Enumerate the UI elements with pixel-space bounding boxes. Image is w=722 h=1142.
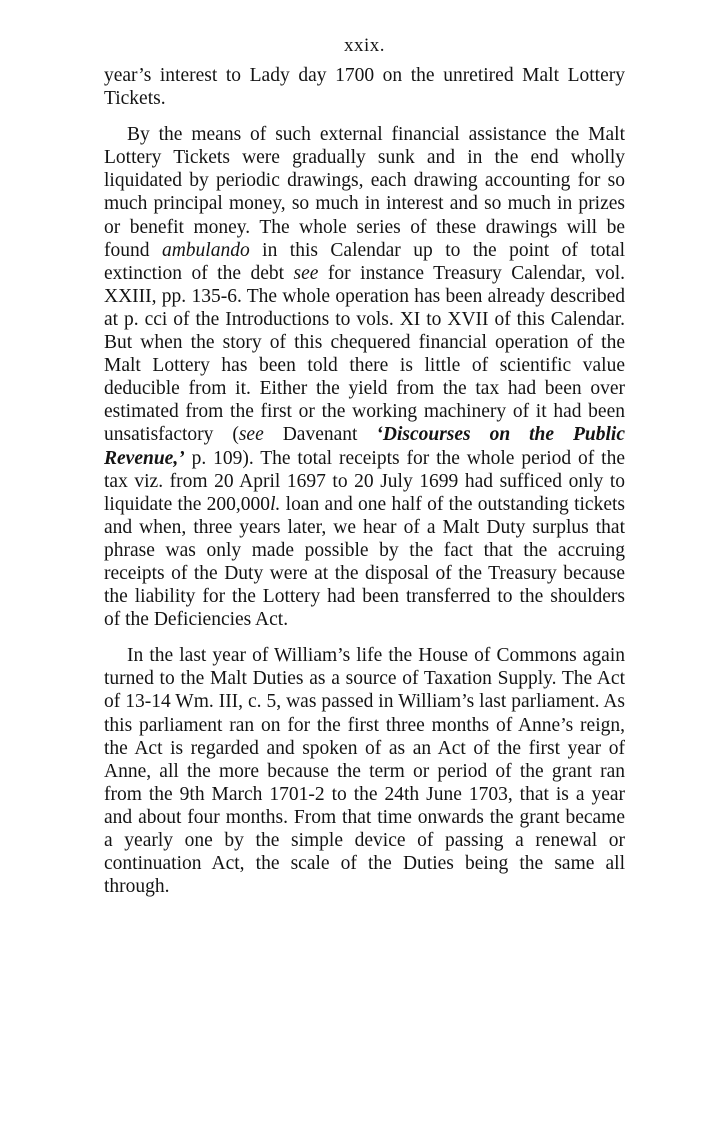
page-number: xxix.: [343, 35, 386, 56]
text-segment: In the last year of William’s life the House of Commons again turned to the Malt Duties as a source of Taxation Supply. The Act of 13-14 Wm. III, c. 5, was passed in William’s last parliament. As this parliament ran on for the first three months of Anne’s reign, the Act is regarded and spoken of as an Act of the first year of Anne, all the more because the term or period of the grant ran from the 9th March 1701-2 to the 24th June 1703, that is a year and about four months. From that time onwards the grant became a yearly one by the simple device of passing a renewal or continuation Act, the scale of the Duties being the same all through.: [104, 645, 625, 898]
text-segment: loan and one half of the outstanding tickets and when, three years later, we hear of a Malt Duty surplus that phrase was only made possible by the fact that the accruing receipts of the Duty were at the disposal of the Treasury because the liability for the Lottery had been transferred to the shoulders of the Deficiencies Act.: [104, 493, 625, 631]
document-page: [104, 34, 625, 898]
paragraph-continuation: [104, 64, 625, 110]
cited-work-title: ‘Discourses on the Public Revenue,’: [104, 424, 625, 469]
paragraph-malt-lottery: [104, 123, 625, 631]
italic-term: see: [293, 262, 319, 284]
text-segment: p. 109). The total receipts for the whole period of the tax viz. from 20 April 1697 to 20 July 1699 had sufficed only to liquidate the 200,000: [104, 447, 625, 515]
text-segment: in this Calendar up to the point of total extinction of the debt: [104, 239, 625, 284]
text-segment: Davenant: [263, 424, 377, 446]
italic-term: l.: [270, 493, 281, 515]
text-segment: for instance Treasury Calendar, vol. XXIII, pp. 135-6. The whole operation has been already described at p. cci of the Introductions to vols. XI to XVII of this Calendar. But when the story of this chequered financial operation of the Malt Lottery has been told there is little of scientific value deducible from it. Either the yield from the tax had been over estimated from the first or the working machinery of it had been unsatisfactory (: [104, 262, 626, 446]
italic-term: see: [238, 424, 264, 446]
paragraph-malt-duties: [104, 644, 625, 898]
italic-term: ambulando: [161, 239, 250, 261]
text-segment: By the means of such external financial assistance the Malt Lottery Tickets were gradually sunk and in the end wholly liquidated by periodic drawings, each drawing accounting for so much principal money, so much in interest and so much in prizes or benefit money. The whole series of these drawings will be found: [104, 124, 625, 261]
text-segment: year’s interest to Lady day 1700 on the unretired Malt Lottery Tickets.: [104, 65, 625, 110]
